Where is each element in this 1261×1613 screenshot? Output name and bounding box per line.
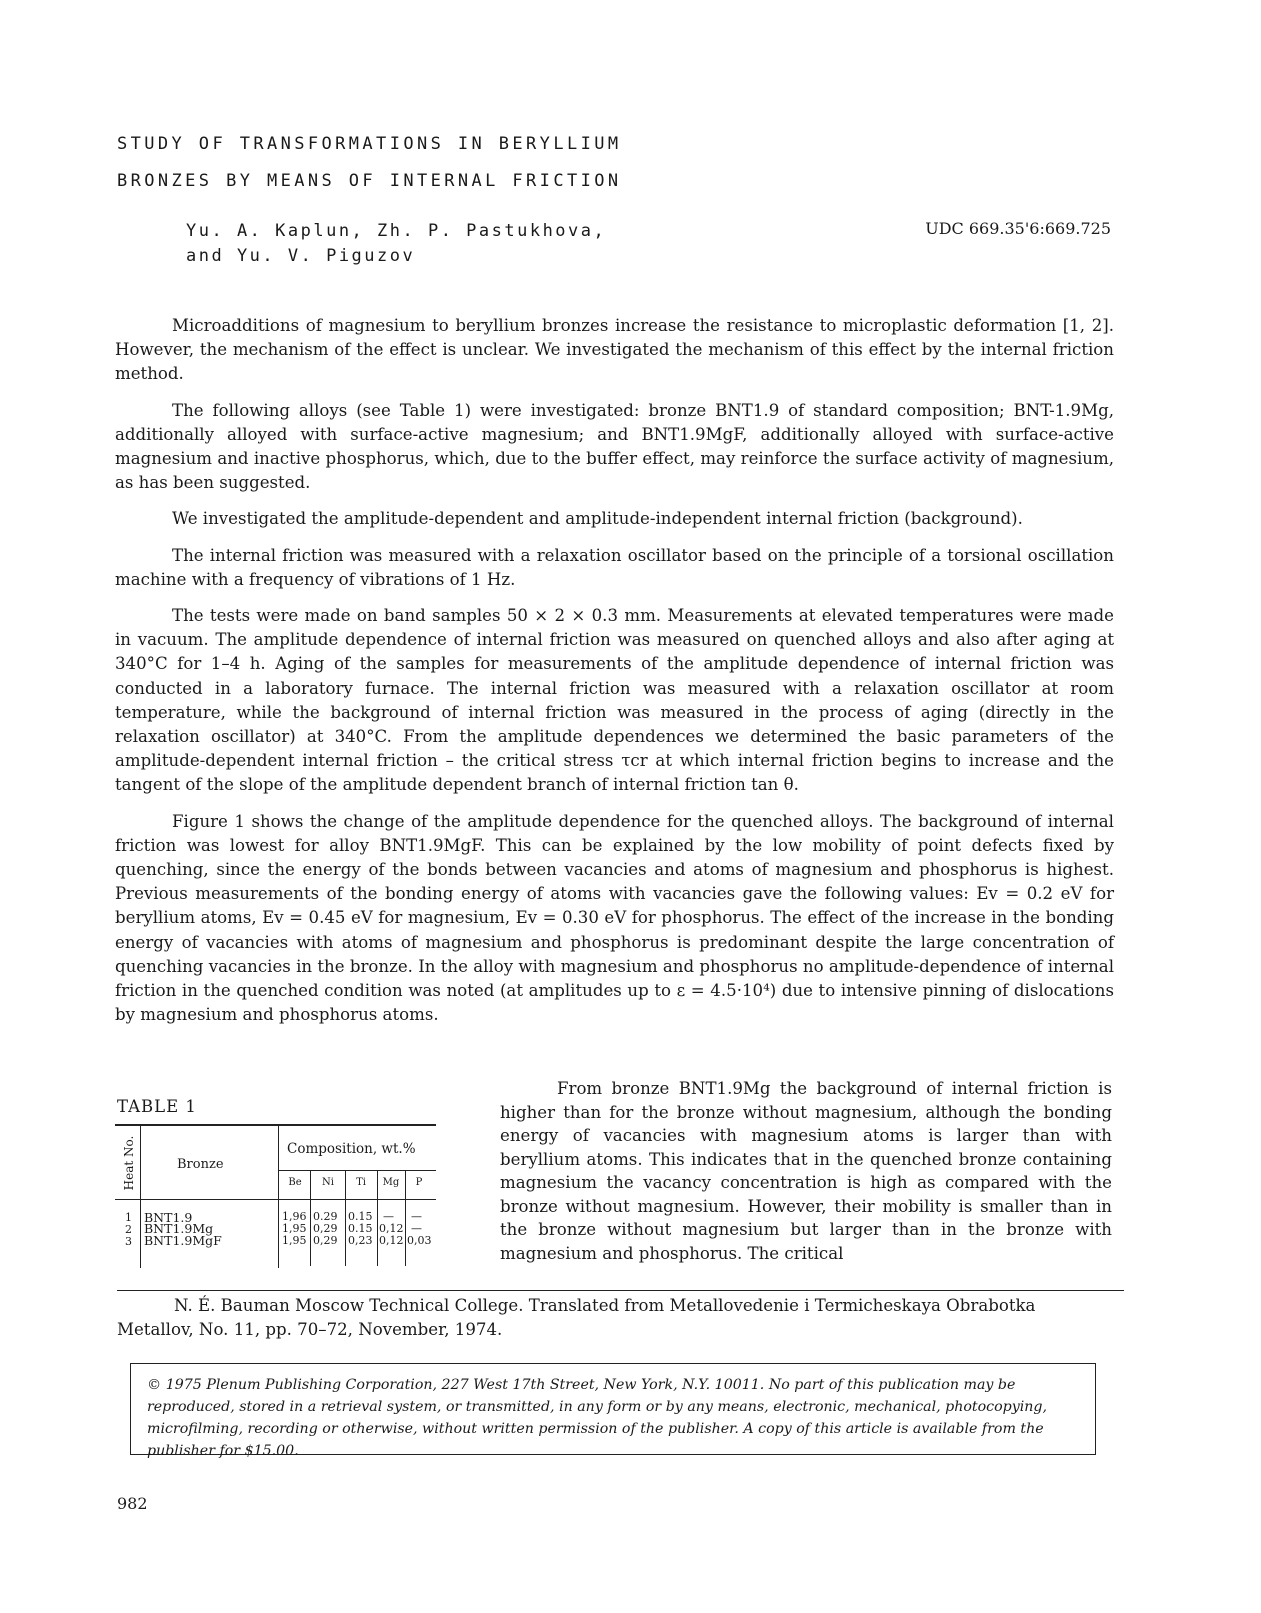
footnote bbox=[117, 1294, 1114, 1341]
heat-no-header: Heat No. bbox=[122, 1135, 136, 1191]
table-cell: 0,23 bbox=[348, 1234, 373, 1247]
paragraph-1: Microadditions of magnesium to beryllium bronzes increase the resistance to microplastic deformation [1, 2]. However, the mechanism of the effect is unclear. We investigated the mechanism of this effect by the internal friction method. bbox=[115, 316, 1114, 384]
table-divider bbox=[140, 1126, 141, 1268]
table-subheader-rule bbox=[278, 1170, 436, 1171]
table-divider bbox=[377, 1171, 378, 1266]
table-divider bbox=[345, 1171, 346, 1266]
composition-table bbox=[115, 1124, 436, 1272]
composition-header: Composition, wt.% bbox=[287, 1141, 416, 1157]
authors bbox=[186, 219, 606, 269]
col-ni: Ni bbox=[322, 1177, 334, 1188]
table-cell: 0.15 bbox=[348, 1222, 373, 1235]
authors-line-1: Yu. A. Kaplun, Zh. P. Pastukhova, bbox=[186, 221, 607, 241]
table-divider bbox=[405, 1171, 406, 1266]
paragraph-3: We investigated the amplitude-dependent and amplitude-independent internal friction (background). bbox=[172, 509, 1023, 529]
table-divider bbox=[310, 1171, 311, 1266]
table-cell: 0,29 bbox=[313, 1234, 338, 1247]
table-top-rule bbox=[115, 1124, 436, 1126]
table-cell: 0,12 bbox=[379, 1234, 404, 1247]
table-cell: 2 bbox=[125, 1223, 132, 1236]
table-label: TABLE 1 bbox=[117, 1097, 197, 1116]
footnote-text: N. É. Bauman Moscow Technical College. Translated from Metallovedenie i Termicheskaya Obrabotka Metallov, No. 11, pp. 70–72, November, 1974. bbox=[117, 1296, 1036, 1339]
right-column-paragraph: From bronze BNT1.9Mg the background of internal friction is higher than for the bronze without magnesium, although the bonding energy of vacancies with magnesium atoms is larger than with beryllium atoms. This indicates that in the quenched bronze containing magnesium the vacancy concentration is high as compared with the bronze without magnesium. However, their mobility is smaller than in the bronze without magnesium but larger than in the bronze with magnesium and phosphorus. The critical bbox=[500, 1079, 1112, 1263]
paragraph-6: Figure 1 shows the change of the amplitude dependence for the quenched alloys. The background of internal friction was lowest for alloy BNT1.9MgF. This can be explained by the low mobility of point defects fixed by quenching, since the energy of the bonds between vacancies and atoms of magnesium and phosphorus is highest. Previous measurements of the bonding energy of atoms with vacancies gave the following values: Ev = 0.2 eV for beryllium atoms, Ev = 0.45 eV for magnesium, Ev = 0.30 eV for phosphorus. The effect of the increase in the bonding energy of vacancies with atoms of magnesium and phosphorus is predominant despite the large concentration of quenching vacancies in the bronze. In the alloy with magnesium and phosphorus no amplitude-dependence of internal friction in the quenched condition was noted (at amplitudes up to ε = 4.5·10⁴) due to intensive pinning of dislocations by magnesium and phosphorus atoms. bbox=[115, 811, 1114, 1025]
table-cell: 0.29 bbox=[313, 1210, 338, 1223]
table-cell: BNT1.9MgF bbox=[144, 1233, 222, 1248]
table-cell: — bbox=[411, 1222, 422, 1235]
table-cell: 1 bbox=[125, 1211, 132, 1224]
paragraph-4: The internal friction was measured with a relaxation oscillator based on the principle of a torsional oscillation machine with a frequency of vibrations of 1 Hz. bbox=[115, 545, 1114, 589]
table-divider bbox=[278, 1126, 279, 1268]
page-number: 982 bbox=[117, 1494, 148, 1513]
table-cell: BNT1.9 bbox=[144, 1210, 193, 1225]
table-cell: 1,95 bbox=[282, 1234, 307, 1247]
paragraph-5: The tests were made on band samples 50 × 2 × 0.3 mm. Measurements at elevated temperatures were made in vacuum. The amplitude dependence of internal friction was measured on quenched alloys and also after aging at 340°C for 1–4 h. Aging of the samples for measurements of the amplitude dependence of internal friction was conducted in a laboratory furnace. The internal friction was measured with a relaxation oscillator at room temperature, while the background of internal friction was measured in the process of aging (directly in the relaxation oscillator) at 340°C. From the amplitude dependences we determined the basic parameters of the amplitude-dependent internal friction – the critical stress τcr at which internal friction begins to increase and the tangent of the slope of the amplitude dependent branch of internal friction tan θ. bbox=[115, 606, 1114, 795]
right-column-text bbox=[500, 1077, 1112, 1265]
article-title-line-1: STUDY OF TRANSFORMATIONS IN BERYLLIUM bbox=[117, 134, 622, 154]
table-cell: 0,03 bbox=[407, 1234, 432, 1247]
copyright-box: © 1975 Plenum Publishing Corporation, 227 West 17th Street, New York, N.Y. 10011. No part of this publication may be reproduced, stored in a retrieval system, or transmitted, in any form or by any means, electronic, mechanical, photocopying, microfilming, recording or otherwise, without written permission of the publisher. A copy of this article is available from the publisher for $15.00. bbox=[130, 1363, 1096, 1455]
paragraph-2: The following alloys (see Table 1) were investigated: bronze BNT1.9 of standard composition; BNT-1.9Mg, additionally alloyed with surface-active magnesium; and BNT1.9MgF, additionally alloyed with surface-active magnesium and inactive phosphorus, which, due to the buffer effect, may reinforce the surface activity of magnesium, as has been suggested. bbox=[115, 400, 1114, 493]
table-cell: 0,12 bbox=[379, 1222, 404, 1235]
col-ti: Ti bbox=[356, 1177, 366, 1188]
col-be: Be bbox=[288, 1177, 302, 1188]
table-cell: 0.15 bbox=[348, 1210, 373, 1223]
table-cell: 0,29 bbox=[313, 1222, 338, 1235]
table-cell: — bbox=[411, 1210, 422, 1223]
article-body bbox=[115, 314, 1114, 1039]
article-title-line-2: BRONZES BY MEANS OF INTERNAL FRICTION bbox=[117, 171, 622, 191]
table-cell: BNT1.9Mg bbox=[144, 1221, 214, 1236]
table-cell: 1,95 bbox=[282, 1222, 307, 1235]
table-header-rule bbox=[115, 1199, 436, 1200]
authors-line-2: and Yu. V. Piguzov bbox=[186, 246, 416, 266]
col-mg: Mg bbox=[382, 1177, 400, 1188]
footnote-rule bbox=[117, 1290, 1124, 1291]
table-cell: 3 bbox=[125, 1235, 132, 1248]
col-p: P bbox=[415, 1177, 423, 1188]
udc-code: UDC 669.35'6:669.725 bbox=[925, 219, 1111, 238]
bronze-header: Bronze bbox=[177, 1157, 224, 1172]
table-cell: 1,96 bbox=[282, 1210, 307, 1223]
table-cell: — bbox=[383, 1210, 394, 1223]
